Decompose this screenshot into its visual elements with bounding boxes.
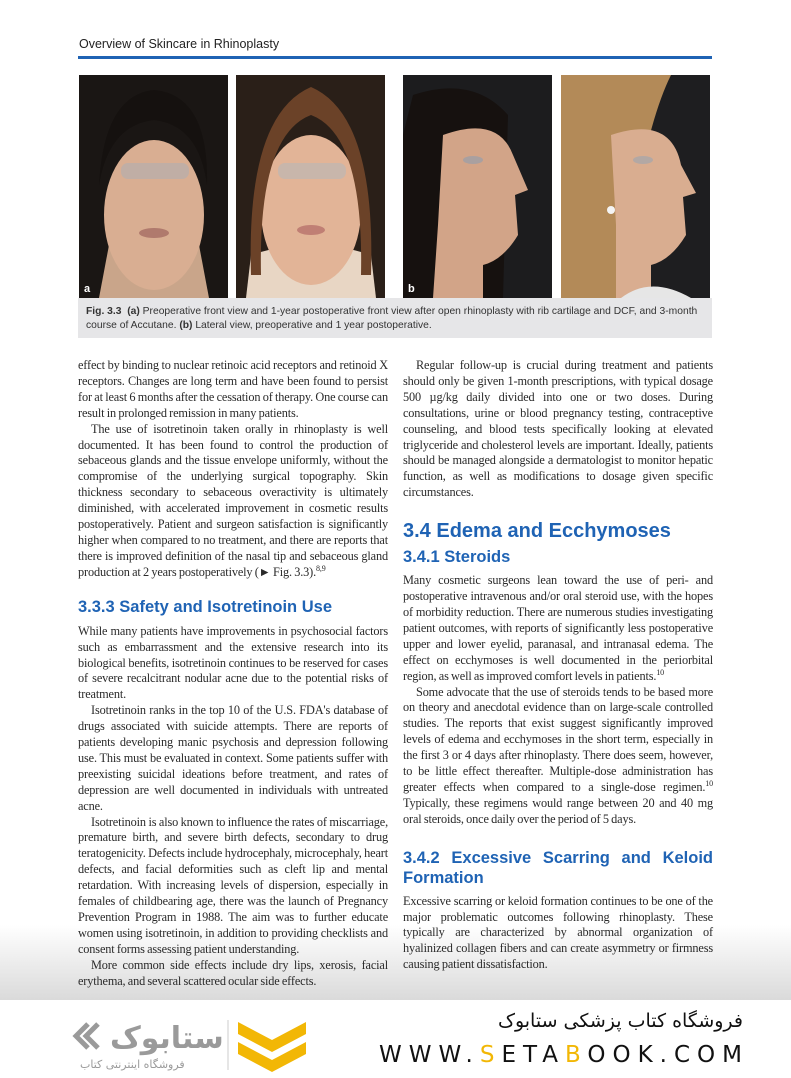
- url-part: ETA: [501, 1041, 566, 1068]
- photo-preop-front: [79, 75, 228, 298]
- paragraph: Excessive scarring or keloid formation continues to be one of the major problematic outcomes following rhinoplasty. These typically are characterized by abnormal organization of hyalinized collagen fibers and can create asymmetry or firmness causing patient dissatisfaction.: [403, 893, 713, 972]
- photo-preop-lateral: [403, 75, 552, 298]
- section-heading-3-4-2: 3.4.2 Excessive Scarring and Keloid Formation: [403, 848, 713, 887]
- url-part: OOK.COM: [587, 1041, 749, 1068]
- paragraph-text: Some advocate that the use of steroids tends to be based more on theory and anecdotal evidence than on large-scale controlled studies. The reports that exist suggest significantly improved levels of edema and ecchymoses in the short term, especially in the first 3 or 4 days after rhinoplasty. There does seem, however, to be little effect thereafter. Multiple-dose administration has greater effects when compared to a single-dose regimen.: [403, 684, 713, 794]
- figure-ref-link[interactable]: ► Fig. 3.3: [258, 564, 310, 579]
- setabook-logo: [60, 1012, 310, 1072]
- url-part: WWW.: [378, 1041, 480, 1068]
- body-area: [0, 358, 791, 1000]
- citation: 10: [705, 778, 713, 788]
- paragraph-text: The use of isotretinoin taken orally in rhinoplasty is well documented. It has been found to control the production of sebaceous glands and the tissue envelope uniformly, without the compromise of the underlying surgical topography. Skin thickness secondary to sebaceous overactivity is ultimately diminished, with accelerated improvement in cosmetic results postoperatively. Patient and surgeon satisfaction is significantly higher when compared to no treatment, and there are reports that there is improved definition of the nasal tip and sebaceous gland production at 2 years postoperatively (: [78, 421, 388, 579]
- two-columns: [28, 358, 763, 990]
- left-column: [78, 358, 388, 990]
- paragraph: Isotretinoin is also known to influence the rates of miscarriage, premature birth, and severe birth defects, secondary to drug teratogenicity. Defects include hydrocephaly, microcephaly, heart defects, and facial deformities such as cleft lip and mental retardation. With increasing levels of dispersion, especially in females of childbearing age, there was the launch of Pregnancy Prevention Program in 1988. The aim was to further educate women using isotretinoin, in addition to providing checklists and consent forms assessing patient understanding.: [78, 814, 388, 956]
- url-part: S: [479, 1041, 502, 1068]
- section-heading-3-4-1: 3.4.1 Steroids: [403, 548, 511, 567]
- paragraph: Regular follow-up is crucial during treatment and patients should only be given 1-month prescriptions, with typical dosage 500 µg/kg daily divided into one or two doses. During consultations, urine or blood pregnancy testing, contraceptive counseling, and blood tests specifically looking at elevated triglyceride and cholesterol levels are important. Ideally, patients should be managed alongside a dermatologist to monitor hepatic function, as well as modifications to dosage given specific circumstances.: [403, 358, 713, 500]
- section-heading-3-3-3: 3.3.3 Safety and Isotretinoin Use: [78, 597, 332, 616]
- header-rule: [78, 56, 712, 59]
- svg-text:فروشگاه اینترنتی کتاب: فروشگاه اینترنتی کتاب: [80, 1057, 185, 1071]
- photo-postop-front: [236, 75, 385, 298]
- paragraph: [78, 422, 388, 581]
- paragraph: While many patients have improvements in psychosocial factors such as embarrassment and the extensive research into its biological benefits, isotretinoin continues to be reserved for cases of severe recalcitrant nodular acne due to the potential risks of treatment.: [78, 623, 388, 702]
- store-title: فروشگاه کتاب پزشکی ستابوک: [497, 1009, 743, 1032]
- panel-label: a: [84, 283, 91, 295]
- url-part: B: [565, 1041, 588, 1068]
- site-url[interactable]: [379, 1042, 749, 1068]
- running-head: Overview of Skincare in Rhinoplasty: [79, 37, 280, 51]
- paragraph: effect by binding to nuclear retinoic acid receptors and retinoid X receptors. Changes are long term and have been found to persist for at least 6 months after the cessation of therapy. One course can result in prolonged remission in many patients.: [78, 358, 388, 420]
- caption-b-text: Lateral view, preoperative and 1 year postoperative.: [192, 320, 432, 331]
- paragraph-text: ).: [309, 564, 317, 579]
- page-top: [0, 0, 791, 358]
- panel-label: b: [408, 283, 415, 295]
- figure-caption: [78, 298, 712, 338]
- footer-banner: [0, 1000, 791, 1078]
- paragraph: Isotretinoin ranks in the top 10 of the U.S. FDA's database of drugs associated with suicide attempts. There are reports of patients developing manic psychosis and depression following use. This must be evaluated in context. Some patients suffer with preexisting suicidal ideations before treatment, and rates of depression are well documented in individuals with untreated acne.: [78, 703, 388, 813]
- paragraph: More common side effects include dry lips, xerosis, facial erythema, and several scattered ocular side effects.: [78, 957, 388, 988]
- photo-postop-lateral: [561, 75, 710, 298]
- citation: 8,9: [316, 563, 326, 573]
- paragraph-text: Many cosmetic surgeons lean toward the use of peri- and postoperative intravenous and/or oral steroid use, with the hopes of morbidity reduction. There are numerous studies investigating patient outcomes, with reports of significantly less postoperative upper and lower eyelid, paranasal, and intranasal edema. The effect on ecchymoses is well documented in the periorbital region, as well as improved comfort levels in patients.: [403, 573, 713, 683]
- caption-a-text: Preoperative front view and 1-year postoperative front view after open rhinoplasty with rib cartilage and DCF, and 3-month course of Accutane.: [86, 306, 698, 331]
- citation: 10: [656, 667, 665, 677]
- right-column: [403, 358, 713, 990]
- paragraph-text: Typically, these regimens would range between 20 and 40 mg oral steroids, once daily over the period of 5 days.: [403, 795, 713, 826]
- svg-text:ستابوک: ستابوک: [110, 1020, 224, 1056]
- caption-fig-number: Fig. 3.3: [86, 306, 122, 317]
- caption-b-label: (b): [179, 320, 193, 331]
- caption-a-label: (a): [127, 306, 140, 317]
- paragraph: [403, 685, 713, 828]
- section-heading-3-4: 3.4 Edema and Ecchymoses: [403, 520, 671, 543]
- paragraph: [403, 573, 713, 684]
